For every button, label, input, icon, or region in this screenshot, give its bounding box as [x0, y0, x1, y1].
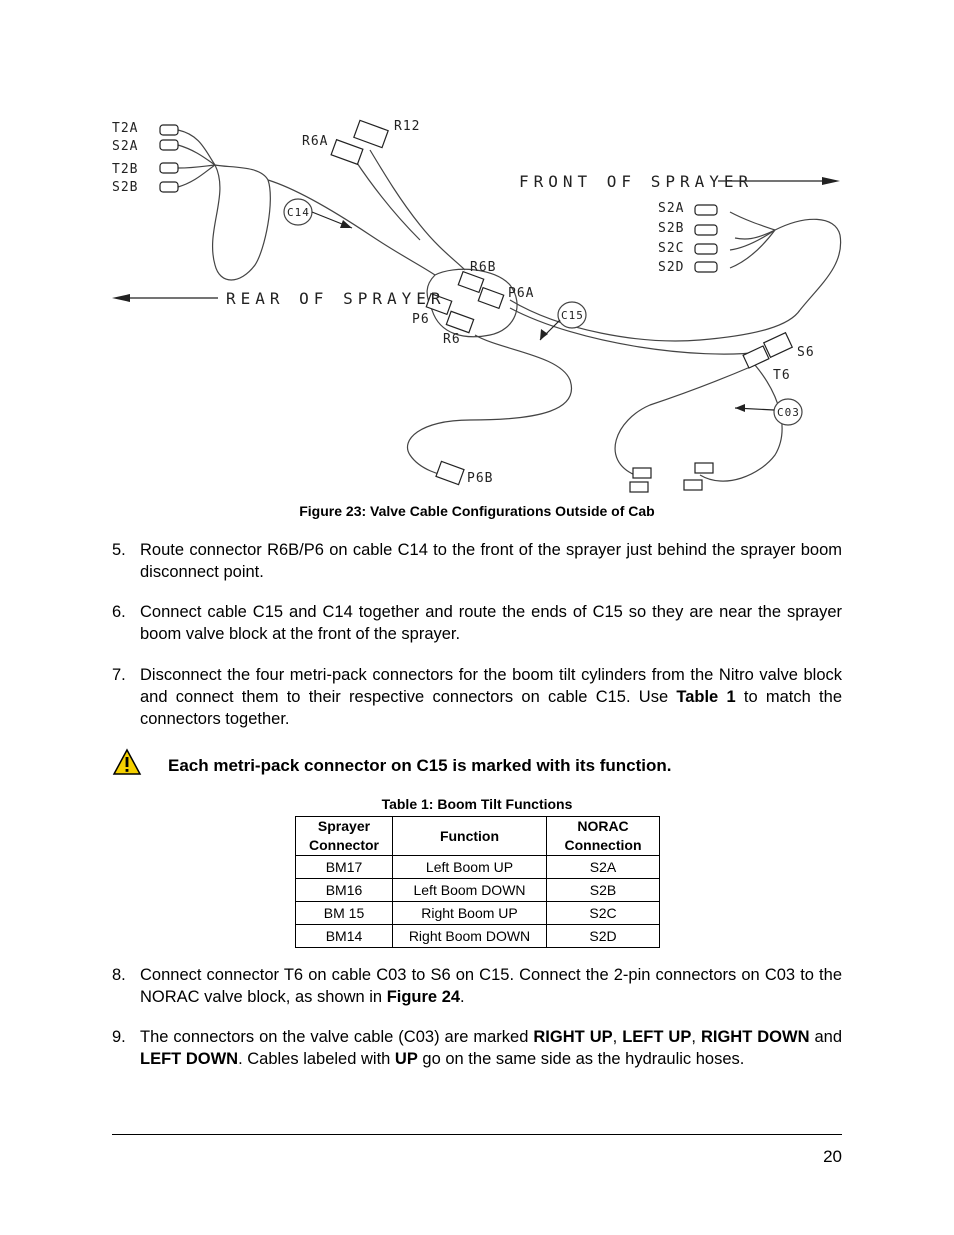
label-c03: C03 — [777, 406, 800, 419]
header-norac-connection: NORAC Connection — [547, 817, 660, 856]
header-sprayer-connector: Sprayer Connector — [296, 817, 393, 856]
table-row — [296, 902, 660, 925]
cell-norac: S2A — [547, 856, 660, 879]
cell-connector: BM16 — [296, 879, 393, 902]
table-reference: Table 1 — [676, 688, 736, 706]
step-number: 5. — [112, 541, 126, 559]
step-text: The connectors on the valve cable (C03) are marked RIGHT UP, LEFT UP, RIGHT DOWN and LEFT DOWN. Cables labeled with UP go on the same side as the hydraulic hoses. — [140, 1028, 843, 1068]
step-number: 8. — [112, 966, 126, 984]
label-s2b-right: S2B — [658, 221, 685, 236]
label-p6b: P6B — [467, 471, 494, 486]
label-s2d-right: S2D — [658, 260, 685, 275]
cell-connector: BM 15 — [296, 902, 393, 925]
step-6 — [112, 601, 842, 645]
warning-icon — [112, 748, 142, 776]
table-title: Table 1: Boom Tilt Functions — [381, 796, 573, 812]
cell-norac: S2C — [547, 902, 660, 925]
label-r6b: R6B — [470, 260, 497, 275]
label-r6a: R6A — [302, 134, 329, 149]
step-5 — [112, 539, 842, 583]
step-text: Connect connector T6 on cable C03 to S6 on C15. Connect the 2-pin connectors on C03 to the NORAC valve block, as shown in Figure 24. — [140, 966, 842, 1006]
cell-connector: BM14 — [296, 925, 393, 948]
boom-tilt-table — [295, 816, 660, 948]
label-t2b-left: T2B — [112, 162, 139, 177]
label-r12: R12 — [394, 119, 421, 134]
label-p6a: P6A — [508, 286, 535, 301]
label-c15: C15 — [561, 309, 584, 322]
header-function: Function — [393, 817, 547, 856]
step-number: 7. — [112, 666, 126, 684]
label-p6: P6 — [412, 312, 430, 327]
cell-function: Right Boom UP — [393, 902, 547, 925]
step-text: Route connector R6B/P6 on cable C14 to the front of the sprayer just behind the sprayer boom disconnect point. — [140, 541, 842, 581]
label-t6: T6 — [773, 368, 791, 383]
table-row — [296, 856, 660, 879]
step-8 — [112, 964, 842, 1008]
figure-caption: Figure 23: Valve Cable Configurations Outside of Cab — [299, 503, 655, 519]
cell-function: Left Boom UP — [393, 856, 547, 879]
step-text: Connect cable C15 and C14 together and route the ends of C15 so they are near the sprayer boom valve block at the front of the sprayer. — [140, 603, 842, 643]
label-s2a-left: S2A — [112, 139, 139, 154]
label-front-of-sprayer: FRONT OF SPRAYER — [519, 172, 754, 191]
page-number: 20 — [823, 1147, 842, 1166]
step-number: 9. — [112, 1028, 126, 1046]
table-row — [296, 879, 660, 902]
step-text: Disconnect the four metri-pack connectors for the boom tilt cylinders from the Nitro valve block and connect them to their respective connectors on cable C15. Use Table 1 to match the connectors together. — [140, 666, 842, 728]
label-c14: C14 — [287, 206, 310, 219]
label-s2b-left: S2B — [112, 180, 139, 195]
cell-norac: S2D — [547, 925, 660, 948]
label-t2a-left: T2A — [112, 121, 139, 136]
label-r6: R6 — [443, 332, 461, 347]
label-rear-of-sprayer: REAR OF SPRAYER — [226, 289, 446, 308]
cell-norac: S2B — [547, 879, 660, 902]
table-row — [296, 925, 660, 948]
valve-cable-diagram — [0, 0, 954, 500]
step-9 — [112, 1026, 842, 1070]
cell-connector: BM17 — [296, 856, 393, 879]
cell-function: Right Boom DOWN — [393, 925, 547, 948]
table-header-row — [296, 817, 660, 856]
warning-text: Each metri-pack connector on C15 is marked with its function. — [168, 756, 672, 775]
label-s2a-right: S2A — [658, 201, 685, 216]
cell-function: Left Boom DOWN — [393, 879, 547, 902]
label-s6: S6 — [797, 345, 815, 360]
step-number: 6. — [112, 603, 126, 621]
step-7 — [112, 664, 842, 730]
label-s2c-right: S2C — [658, 241, 685, 256]
figure-reference: Figure 24 — [386, 988, 461, 1006]
footer-divider — [112, 1134, 842, 1135]
